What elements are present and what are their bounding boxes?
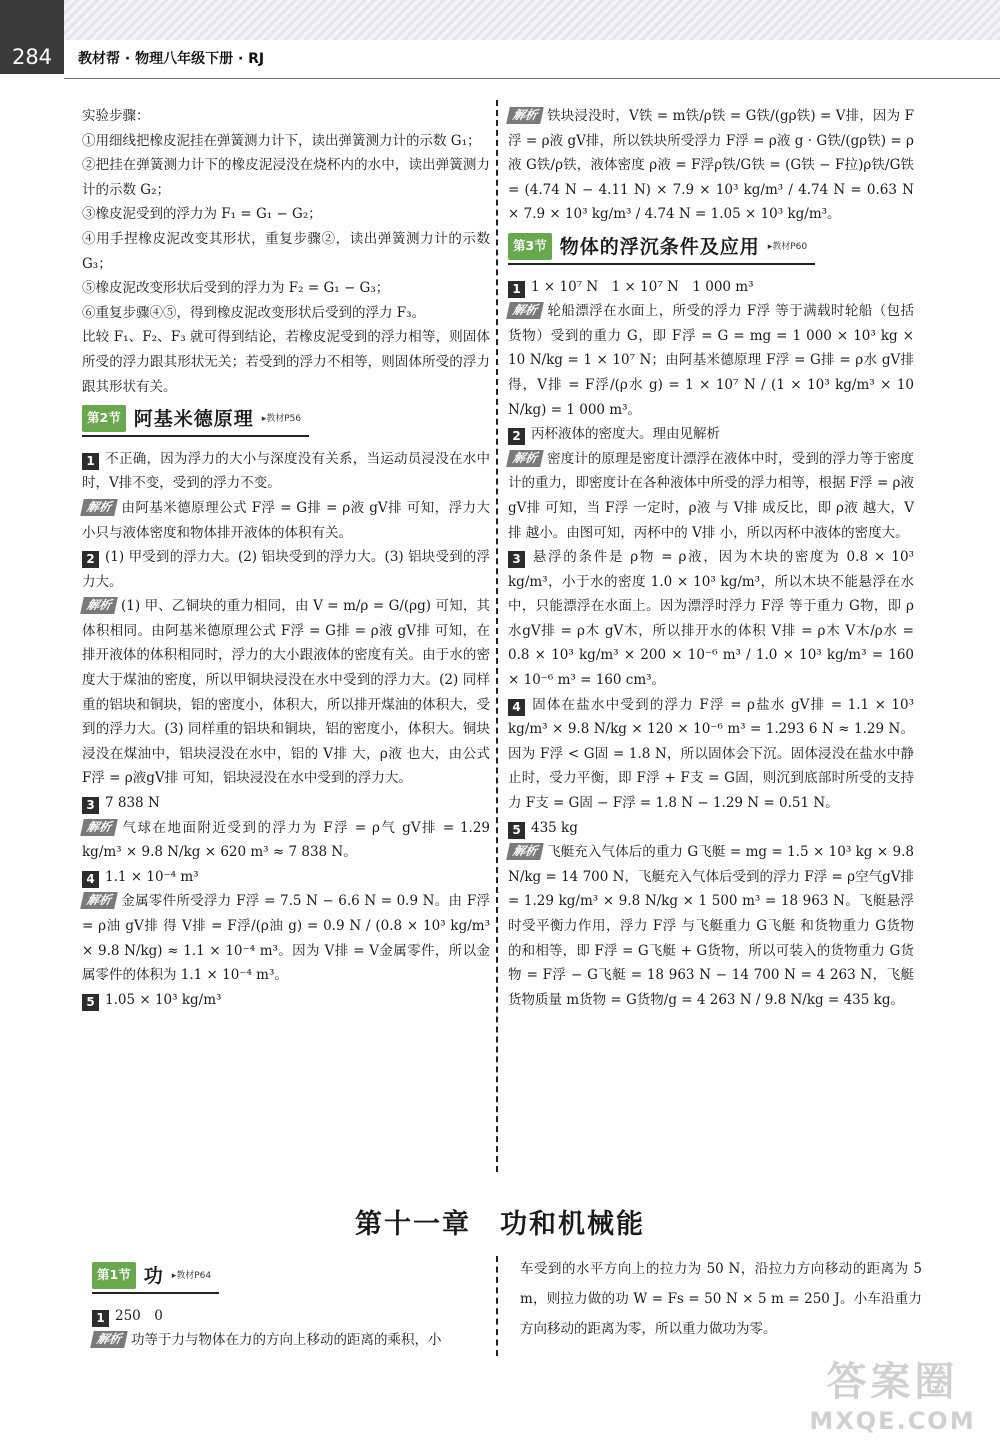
answer-item bbox=[82, 865, 490, 890]
analysis-label: 解析 bbox=[80, 819, 118, 836]
analysis-label: 解析 bbox=[506, 843, 544, 860]
paragraph-text: 飞艇充入气体后的重力 G飞艇 = mg = 1.5 × 10³ kg × 9.8 N/kg = 14 700 N，飞艇充入气体后受到的浮力 F浮 = ρ空气gV排 = 1.29 kg/m³ × 9.8 N/kg × 1 500 m³ = 18 963 N。飞艇悬浮时受平衡力作用，浮力 F浮 与飞艇重力 G飞艇 和货物重力 G货物 的和相等，即 F浮 = G飞艇 + G货物，所以可装入的货物重力 G货物 = F浮 − G飞艇 = 18 963 N − 14 700 N = 4 263 N，飞艇货物质量 m货物 = G货物/g = 4 263 N / 9.8 N/kg = 435 kg。 bbox=[508, 844, 914, 1008]
paragraph-text: 轮船漂浮在水面上，所受的浮力 F浮 等于满载时轮船（包括货物）受到的重力 G，即 F浮 = G = mg = 1 000 × 10³ kg × 10 N/kg = 1 × 10⁷ N；由阿基米德原理 F浮 = G排 = ρ水 gV排 得，V排 = F浮/(ρ水 g) = 1 × 10⁷ N / (1 × 10³ kg/m³ × 10 N/kg) = 1 000 m³。 bbox=[508, 303, 914, 418]
watermark-line2: MXQE.COM bbox=[809, 1407, 976, 1435]
column-divider-bottom bbox=[496, 1256, 498, 1356]
paragraph-text: 1 × 10⁷ N 1 × 10⁷ N 1 000 m³ bbox=[531, 278, 754, 295]
chapter-title: 第十一章 功和机械能 bbox=[355, 1209, 645, 1240]
analysis-item bbox=[82, 496, 490, 545]
paragraph-text: 固体在盐水中受到的浮力 F浮 = ρ盐水 gV排 = 1.1 × 10³ kg/m³ × 9.8 N/kg × 120 × 10⁻⁶ m³ = 1.293 6 N ≈ 1.29 N。因为 F浮 < G固 = 1.8 N，所以固体会下沉。固体浸没在盐水中静止时，受力平衡，即 F浮 + F支 = G固，则沉到底部时所受的支持力 F支 = G固 − F浮 = 1.8 N − 1.29 N = 0.51 N。 bbox=[508, 696, 914, 812]
question-number-badge: 3 bbox=[82, 797, 99, 814]
answer-item bbox=[92, 1304, 490, 1329]
paragraph-text: ①用细线把橡皮泥挂在弹簧测力计下，读出弹簧测力计的示数 G₁； bbox=[82, 132, 481, 149]
paragraph-text: 7 838 N bbox=[105, 795, 160, 812]
analysis-item bbox=[508, 840, 914, 1012]
body-text bbox=[82, 301, 490, 326]
analysis-label: 解析 bbox=[80, 597, 118, 614]
body-text bbox=[82, 104, 490, 129]
body-text bbox=[82, 325, 490, 399]
analysis-item bbox=[508, 299, 914, 422]
paragraph-text: ②把挂在弹簧测力计下的橡皮泥浸没在烧杯内的水中，读出弹簧测力计的示数 G₂； bbox=[82, 157, 490, 198]
section-heading bbox=[508, 233, 815, 265]
body-text bbox=[82, 153, 490, 202]
answer-item bbox=[508, 693, 914, 816]
book-title: 教材帮 · 物理八年级下册 · RJ bbox=[78, 51, 265, 67]
analysis-item bbox=[92, 1328, 490, 1353]
analysis-label: 解析 bbox=[506, 450, 544, 467]
header-pattern-bar bbox=[64, 0, 1000, 40]
header-dark-bar bbox=[0, 0, 64, 40]
question-number-badge: 4 bbox=[82, 871, 99, 888]
paragraph-text: (1) 甲受到的浮力大。(2) 铝块受到的浮力大。(3) 铝块受到的浮力大。 bbox=[82, 549, 490, 590]
question-number-badge: 5 bbox=[82, 994, 99, 1011]
analysis-item bbox=[508, 104, 914, 227]
analysis-label: 解析 bbox=[90, 1331, 128, 1348]
paragraph-text: ⑤橡皮泥改变形状后受到的浮力为 F₂ = G₁ − G₃； bbox=[82, 280, 390, 297]
column-divider-top bbox=[496, 100, 498, 1172]
right-column bbox=[508, 104, 914, 1012]
answer-item bbox=[82, 988, 490, 1013]
question-number-badge: 2 bbox=[82, 551, 99, 568]
analysis-item bbox=[82, 889, 490, 987]
section-title: 功 bbox=[143, 1265, 164, 1287]
body-text bbox=[82, 227, 490, 276]
paragraph-text: 实验步骤： bbox=[82, 108, 150, 124]
body-text bbox=[82, 202, 490, 227]
question-number-badge: 3 bbox=[508, 551, 525, 568]
section-tag: 第3节 bbox=[508, 233, 552, 260]
question-number-badge: 1 bbox=[82, 453, 99, 470]
analysis-label: 解析 bbox=[506, 302, 544, 319]
page-header bbox=[0, 0, 1000, 84]
section-tag: 第2节 bbox=[82, 405, 126, 432]
analysis-label: 解析 bbox=[80, 892, 118, 909]
analysis-item bbox=[82, 594, 490, 791]
paragraph-text: 不正确，因为浮力的大小与深度没有关系，当运动员浸没在水中时，V排不变，受到的浮力不变。 bbox=[82, 450, 490, 492]
section-title: 阿基米德原理 bbox=[133, 408, 254, 431]
answer-item bbox=[508, 816, 914, 841]
answer-item bbox=[82, 545, 490, 594]
paragraph-text: 1.05 × 10³ kg/m³ bbox=[105, 991, 222, 1008]
section-tag: 第1节 bbox=[92, 1262, 136, 1289]
left-column bbox=[82, 104, 490, 1012]
paragraph-text: 金属零件所受浮力 F浮 = 7.5 N − 6.6 N = 0.9 N。由 F浮 = ρ油 gV排 得 V排 = F浮/(ρ油 g) = 0.9 N / (0.8 × 10³ kg/m³ × 9.8 N/kg) ≈ 1.1 × 10⁻⁴ m³。因为 V排 = V金属零件，所以金属零件的体积为 1.1 × 10⁻⁴ m³。 bbox=[82, 893, 490, 984]
analysis-item bbox=[82, 816, 490, 865]
paragraph-text: ④用手捏橡皮泥改变其形状，重复步骤②，读出弹簧测力计的示数 G₃； bbox=[82, 230, 490, 272]
answer-item bbox=[508, 545, 914, 693]
paragraph-text: (1) 甲、乙铜块的重力相同，由 V = m/ρ = G/(ρg) 可知，其体积相同。由阿基米德原理公式 F浮 = G排 = ρ液 gV排 可知，在排开液体的体积相同时，浮力的大小跟液体的密度有关。由于水的密度大于煤油的密度，所以甲铜块浸没在水中受到的浮力大。(2) 同样重的铝块和铜块，铝的密度小，体积大，所以排开煤油的体积大，受到的浮力大。(3) 同样重的铝块和铜块，铝的密度小，体积大。铜块浸没在煤油中，铝块浸没在水中，铝的 V排 大，ρ液 也大，由公式 F浮 = ρ液gV排 可知，铝块浸没在水中受到的浮力大。 bbox=[82, 598, 490, 787]
body-text bbox=[520, 1254, 922, 1344]
textbook-page-ref: ▸教材P56 bbox=[261, 414, 302, 425]
header-rule bbox=[64, 78, 1000, 79]
question-number-badge: 1 bbox=[508, 281, 525, 298]
question-number-badge: 1 bbox=[92, 1310, 109, 1327]
paragraph-text: 铁块浸没时，V铁 = m铁/ρ铁 = G铁/(gρ铁) = V排，因为 F浮 = ρ液 gV排，所以铁块所受浮力 F浮 = ρ液 g · G铁/(gρ铁) = ρ液 G铁/ρ铁，液体密度 ρ液 = F浮ρ铁/G铁 = (G铁 − F拉)ρ铁/G铁 = (4.74 N − 4.11 N) × 7.9 × 10³ kg/m³ / 4.74 N = 0.63 N × 7.9 × 10³ kg/m³ / 4.74 N = 1.05 × 10³ kg/m³。 bbox=[508, 108, 914, 223]
paragraph-text: 悬浮的条件是 ρ物 = ρ液，因为木块的密度为 0.8 × 10³ kg/m³，小于水的密度 1.0 × 10³ kg/m³，所以木块不能悬浮在水中，只能漂浮在水面上。因为漂浮时浮力 F浮 等于重力 G物，即 ρ水gV排 = ρ木 gV木，所以排开水的体积 V排 = ρ木 V木/ρ水 = 0.8 × 10³ kg/m³ × 200 × 10⁻⁶ m³ / 1.0 × 10³ kg/m³ = 160 × 10⁻⁶ m³ = 160 cm³。 bbox=[508, 549, 914, 689]
paragraph-text: 功等于力与物体在力的方向上移动的距离的乘积，小 bbox=[131, 1332, 442, 1349]
watermark-logo bbox=[790, 1350, 995, 1435]
body-text bbox=[82, 276, 490, 301]
body-text bbox=[82, 129, 490, 154]
textbook-page-ref: ▸教材P60 bbox=[767, 241, 808, 252]
question-number-badge: 5 bbox=[508, 822, 525, 839]
paragraph-text: 气球在地面附近受到的浮力为 F浮 = ρ气 gV排 = 1.29 kg/m³ × 9.8 N/kg × 620 m³ ≈ 7 838 N。 bbox=[82, 819, 490, 861]
paragraph-text: 250 0 bbox=[115, 1307, 163, 1324]
paragraph-text: 车受到的水平方向上的拉力为 50 N，沿拉力方向移动的距离为 5 m，则拉力做的功 W = Fs = 50 N × 5 m = 250 J。小车沿重力方向移动的距离为零，所以重力做功为零。 bbox=[520, 1261, 922, 1337]
paragraph-text: 密度计的原理是密度计漂浮在液体中时，受到的浮力等于密度计的重力，即密度计在各种液体中所受的浮力相等，根据 F浮 = ρ液 gV排 可知，当 F浮 一定时，ρ液 与 V排 成反比，即 ρ液 越大，V排 越小。由图可知，丙杯中的 V排 小，所以丙杯中液体的密度大。 bbox=[508, 450, 914, 541]
watermark-line1: 答案圈 bbox=[826, 1359, 959, 1405]
page-number: 284 bbox=[0, 40, 64, 74]
textbook-page-ref: ▸教材P64 bbox=[171, 1271, 212, 1281]
section-title: 物体的浮沉条件及应用 bbox=[559, 235, 760, 258]
answer-item bbox=[82, 791, 490, 816]
paragraph-text: ③橡皮泥受到的浮力为 F₁ = G₁ − G₂； bbox=[82, 206, 322, 223]
section-heading bbox=[82, 405, 309, 437]
question-number-badge: 4 bbox=[508, 699, 525, 716]
paragraph-text: ⑥重复步骤④⑤，得到橡皮泥改变形状后受到的浮力 F₃。 bbox=[82, 304, 426, 321]
answer-item bbox=[508, 422, 914, 447]
answer-item bbox=[508, 275, 914, 300]
paragraph-text: 435 kg bbox=[531, 819, 578, 836]
paragraph-text: 丙杯液体的密度大。理由见解析 bbox=[531, 426, 720, 443]
analysis-label: 解析 bbox=[506, 107, 544, 124]
paragraph-text: 由阿基米德原理公式 F浮 = G排 = ρ液 gV排 可知，浮力大小只与液体密度和物体排开液体的体积有关。 bbox=[82, 499, 490, 541]
paragraph-text: 比较 F₁、F₂、F₃ 就可得到结论，若橡皮泥受到的浮力相等，则固体所受的浮力跟其形状无关；若受到的浮力不相等，则固体所受的浮力跟其形状有关。 bbox=[82, 329, 490, 395]
analysis-item bbox=[508, 447, 914, 545]
section-heading bbox=[92, 1262, 219, 1294]
question-number-badge: 2 bbox=[508, 428, 525, 445]
analysis-label: 解析 bbox=[80, 499, 118, 516]
answer-item bbox=[82, 447, 490, 496]
bottom-right-column bbox=[520, 1254, 922, 1344]
paragraph-text: 1.1 × 10⁻⁴ m³ bbox=[105, 868, 199, 885]
bottom-left-column bbox=[92, 1256, 490, 1353]
